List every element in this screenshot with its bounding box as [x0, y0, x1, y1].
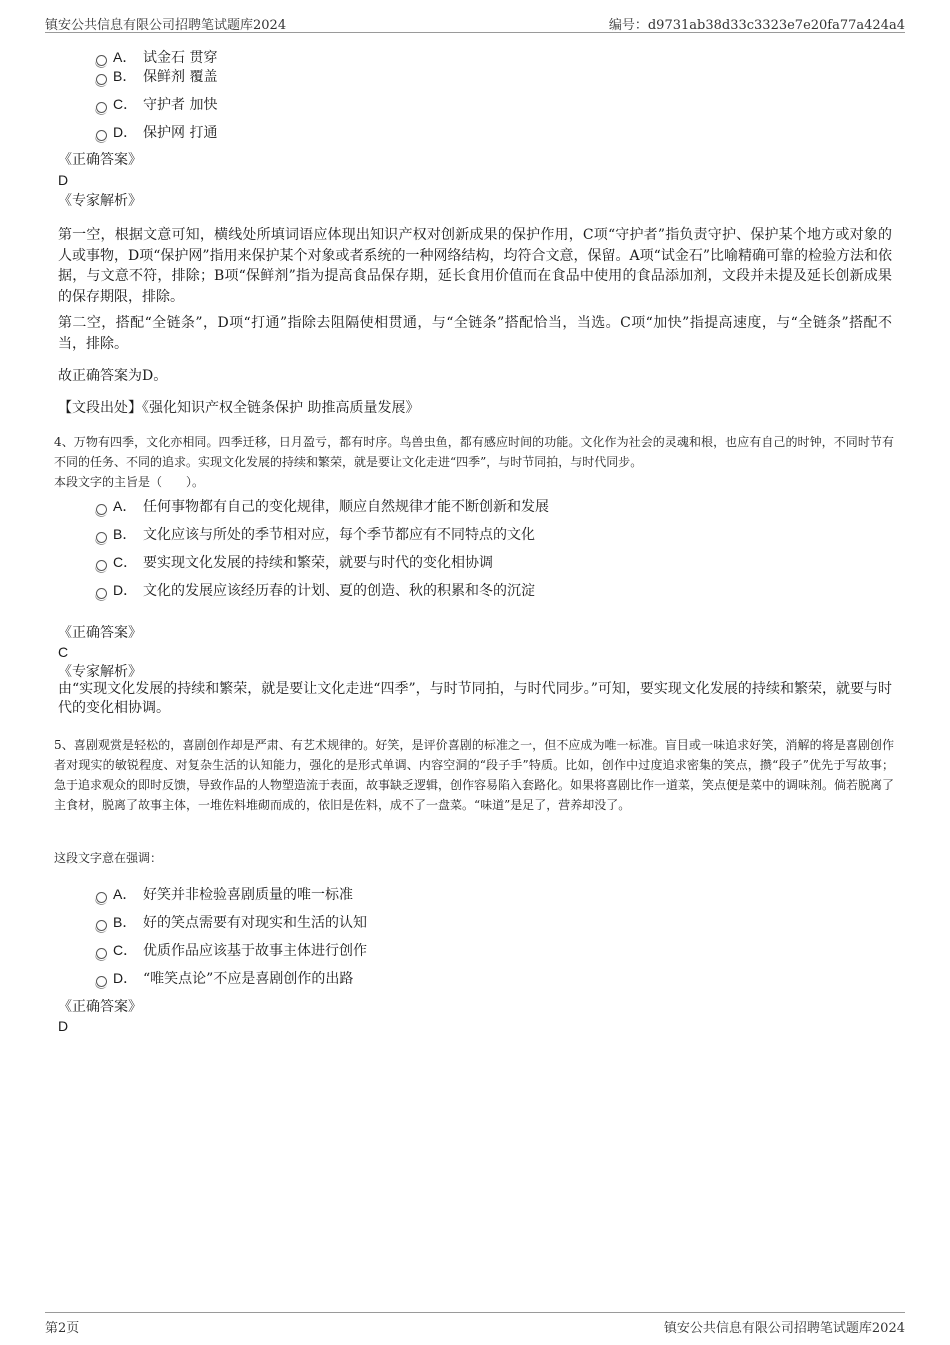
radio-icon[interactable] — [96, 55, 107, 66]
q5-stem: 这段文字意在强调： — [54, 851, 163, 865]
radio-icon[interactable] — [96, 920, 107, 931]
q4-analysis: 由“实现文化发展的持续和繁荣，就是要让文化走进“四季”，与时节同拍，与时代同步。”可知，要实现文化发展的持续和繁荣，就要与时代的变化相协调。 — [58, 681, 892, 716]
q4-analysis-label: 《专家解析》 — [58, 664, 142, 680]
q3-analysis-label: 《专家解析》 — [58, 193, 142, 209]
radio-icon[interactable] — [96, 74, 107, 85]
footer-title: 镇安公共信息有限公司招聘笔试题库2024 — [663, 1321, 905, 1336]
q4-option-d[interactable]: D． 文化的发展应该经历春的计划、夏的创造、秋的积累和冬的沉淀 — [96, 581, 535, 600]
radio-icon[interactable] — [96, 130, 107, 141]
header-doc-id: 编号：d9731ab38d33c3323e7e20fa77a424a4 — [608, 18, 905, 33]
radio-icon[interactable] — [96, 588, 107, 599]
q4-stem: 本段文字的主旨是（ ）。 — [54, 475, 205, 489]
page-footer — [45, 1312, 905, 1337]
radio-icon[interactable] — [96, 102, 107, 113]
q3-option-b[interactable]: B． 保鲜剂 覆盖 — [96, 67, 217, 86]
q5-option-a[interactable]: A． 好笑并非检验喜剧质量的唯一标准 — [96, 885, 353, 904]
q3-answer: D — [58, 172, 69, 188]
q3-answer-label: 《正确答案》 — [58, 152, 142, 168]
q5-option-c[interactable]: C． 优质作品应该基于故事主体进行创作 — [96, 941, 367, 960]
q5-option-b[interactable]: B． 好的笑点需要有对现实和生活的认知 — [96, 913, 367, 932]
q3-option-c[interactable]: C． 守护者 加快 — [96, 95, 217, 114]
q4-option-c[interactable]: C． 要实现文化发展的持续和繁荣，就要与时代的变化相协调 — [96, 553, 493, 572]
q5-answer: D — [58, 1018, 69, 1034]
radio-icon[interactable] — [96, 892, 107, 903]
header-title: 镇安公共信息有限公司招聘笔试题库2024 — [45, 18, 287, 33]
q5-answer-label: 《正确答案》 — [58, 999, 142, 1015]
q3-option-d[interactable]: D． 保护网 打通 — [96, 123, 217, 142]
q3-analysis-paragraph-1: 第一空，根据文意可知，横线处所填词语应体现出知识产权对创新成果的保护作用，C项“守护者”指负责守护、保护某个地方或对象的人或事物，D项“保护网”指用来保护某个对象或者系统的一种网络结构，均符合文意，保留。A项“试金石”比喻精确可靠的检验方法和依据，与文意不符，排除；B项“保鲜剂”指为提高食品保存期，延长食用价值而在食品中使用的食品添加剂，文段并未提及延长创新成果的保存期限，排除。 — [58, 227, 892, 305]
radio-icon[interactable] — [96, 560, 107, 571]
q3-analysis-paragraph-3: 故正确答案为D。 — [58, 368, 168, 384]
radio-icon[interactable] — [96, 504, 107, 515]
page-number: 第2页 — [45, 1321, 80, 1336]
q4-answer-label: 《正确答案》 — [58, 625, 142, 641]
radio-icon[interactable] — [96, 976, 107, 987]
q4-option-a[interactable]: A． 任何事物都有自己的变化规律，顺应自然规律才能不断创新和发展 — [96, 497, 549, 516]
q3-source: 【文段出处】《强化知识产权全链条保护 助推高质量发展》 — [58, 400, 420, 416]
q4-answer: C — [58, 644, 69, 660]
q4-passage: 4、万物有四季，文化亦相同。四季迁移，日月盈亏，都有时序。鸟兽虫鱼，都有感应时间的功能。文化作为社会的灵魂和根，也应有自己的时钟，不同时节有不同的任务、不同的追求。实现文化发展的持续和繁荣，就是要让文化走进“四季”，与时节同拍，与时代同步。 — [54, 435, 894, 469]
q5-passage: 5、喜剧观赏是轻松的，喜剧创作却是严肃、有艺术规律的。好笑，是评价喜剧的标准之一，但不应成为唯一标准。盲目或一味追求好笑，消解的将是喜剧创作者对现实的敏锐程度、对复杂生活的认知能力，强化的是形式单调、内容空洞的“段子手”特质。比如，创作中过度追求密集的笑点，攒“段子”优先于写故事；急于追求观众的即时反馈，导致作品的人物塑造流于表面，故事缺乏逻辑，创作容易陷入套路化。如果将喜剧比作一道菜，笑点便是菜中的调味剂。倘若脱离了主食材，脱离了故事主体，一堆佐料堆砌而成的，依旧是佐料，成不了一盘菜。“味道”是足了，营养却没了。 — [54, 738, 895, 812]
q3-analysis-paragraph-2: 第二空，搭配“全链条”，D项“打通”指除去阻隔使相贯通，与“全链条”搭配恰当，当选。C项“加快”指提高速度，与“全链条”搭配不当，排除。 — [58, 315, 892, 352]
page-header — [45, 10, 905, 33]
q5-option-d[interactable]: D． “唯笑点论”不应是喜剧创作的出路 — [96, 969, 353, 988]
q3-option-a[interactable]: A． 试金石 贯穿 — [96, 48, 217, 67]
radio-icon[interactable] — [96, 532, 107, 543]
radio-icon[interactable] — [96, 948, 107, 959]
q4-option-b[interactable]: B． 文化应该与所处的季节相对应，每个季节都应有不同特点的文化 — [96, 525, 535, 544]
